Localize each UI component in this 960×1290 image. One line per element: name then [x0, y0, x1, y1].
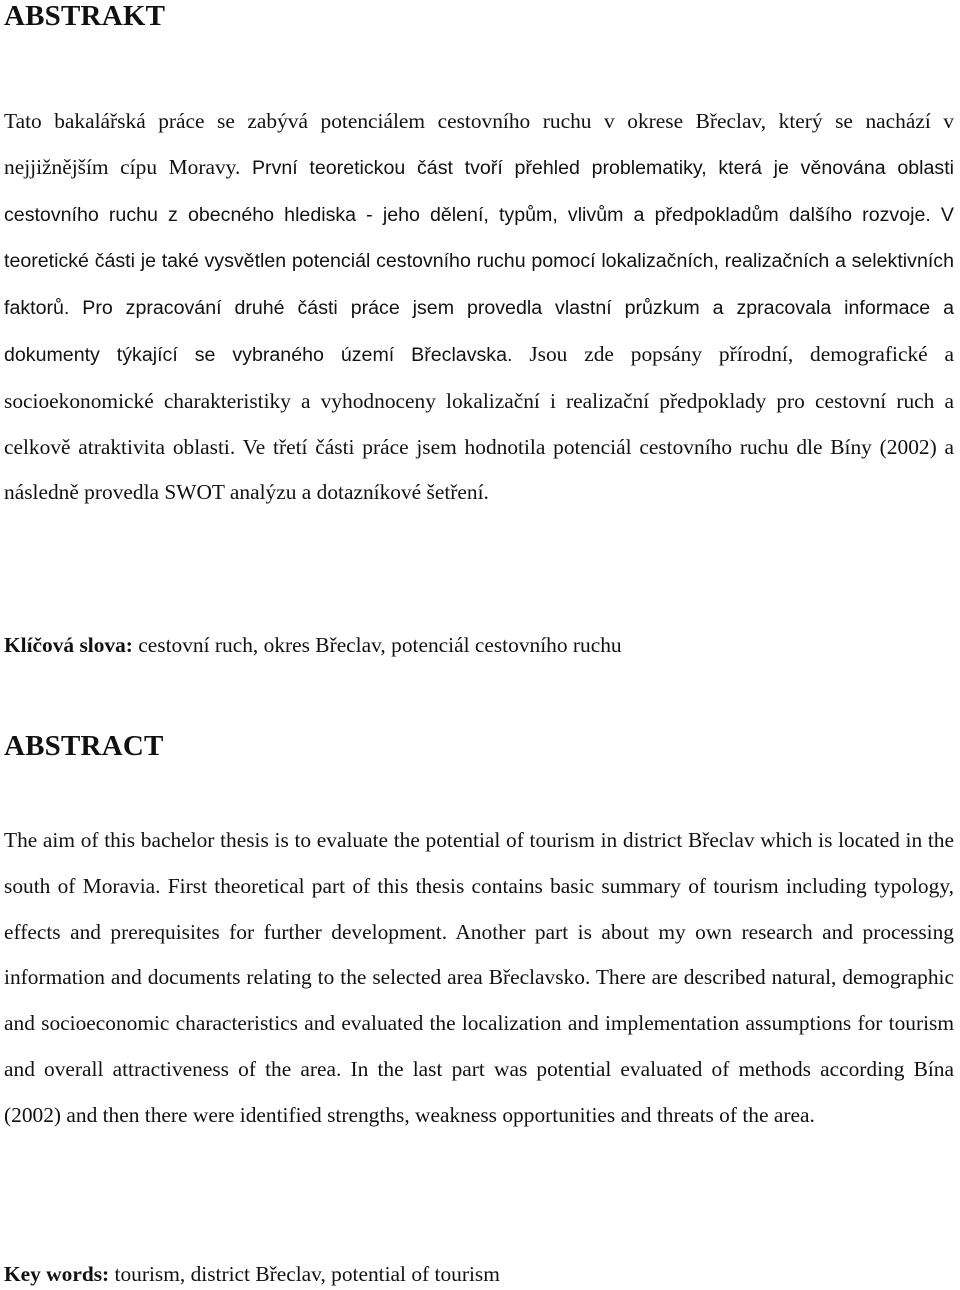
english-keywords-text: tourism, district Břeclav, potential of tourism	[109, 1262, 500, 1286]
czech-abstract-paragraph	[4, 99, 954, 516]
czech-abstract-theory-sentences: První teoretickou část tvoří přehled problematiky, která je věnována oblasti cestovního ruchu z obecného hlediska - jeho dělení, typům, vlivům a předpokladům dalšího rozvoje. V teoretické části je také vysvětlen potenciál cestovního ruchu pomocí lokalizačních, realizačních a selektivních faktorů. Pro zpracování druhé části práce jsem provedla vlastní průzkum a zpracovala informace a dokumenty týkající se vybraného území Břeclavska.	[4, 156, 954, 366]
czech-keywords	[4, 630, 954, 660]
english-abstract-sentence-1: The aim of this bachelor thesis is to evaluate the potential of tourism in district Břeclav which is located in the south of Moravia.	[4, 828, 954, 898]
english-abstract-sentences-3: There are described natural, demographic and socioeconomic characteristics and evaluated the localization and implementation assumptions for tourism and overall attractiveness of the area. In the last part was potential evaluated of methods according Bína (2002) and then there were identified strengths, weakness opportunities and threats of the area.	[4, 965, 954, 1127]
czech-abstract-description-sentence: Jsou zde popsány přírodní, demografické a socioekonomické charakteristiky a vyhodnoceny lokalizační i realizační předpoklady pro cestovní ruch a celkově atraktivita oblasti.	[4, 341, 954, 459]
czech-keywords-label: Klíčová slova:	[4, 633, 133, 657]
czech-abstract-third-part-sentence: Ve třetí části práce jsem hodnotila potenciál cestovního ruchu dle Bíny (2002) a následně provedla SWOT analýzu a dotazníkové šetření.	[4, 434, 954, 505]
czech-keywords-text: cestovní ruch, okres Břeclav, potenciál cestovního ruchu	[132, 633, 622, 657]
english-abstract-paragraph	[4, 818, 954, 1139]
english-abstract-heading: ABSTRACT	[4, 730, 164, 762]
english-abstract-sentences-2: First theoretical part of this thesis contains basic summary of tourism including typology, effects and prerequisites for further development. Another part is about my own research and processing information and documents relating to the selected area Břeclavsko.	[4, 873, 954, 990]
czech-abstract-heading: ABSTRAKT	[4, 0, 166, 32]
english-keywords	[4, 1259, 954, 1289]
english-keywords-label: Key words:	[4, 1262, 110, 1286]
czech-abstract-sentence-1: Tato bakalářská práce se zabývá potenciálem cestovního ruchu v okrese Břeclav, který se nachází v nejjižnějším cípu Moravy.	[4, 109, 954, 179]
